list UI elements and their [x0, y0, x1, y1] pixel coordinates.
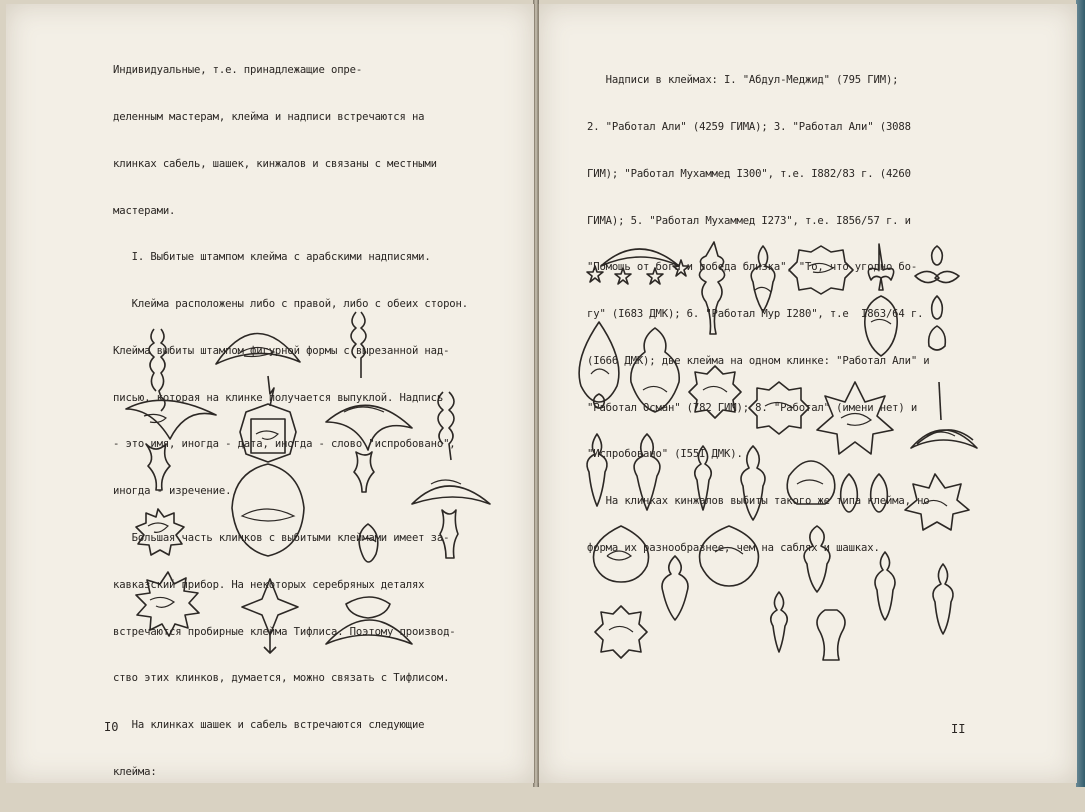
hallmark-crescent-stars: [587, 249, 689, 284]
hallmark-star-inscribed-3: [749, 382, 809, 434]
hallmark-pendant-4: [634, 434, 660, 510]
text-line: Клейма расположены либо с правой, либо с обеих сторон.: [113, 298, 468, 311]
hallmark-sword-crescent: [911, 382, 977, 448]
text-line: 2. "Работал Али" (4259 ГИМА); 3. "Работал Али" (3088: [587, 120, 911, 133]
text-line: Клейма выбиты штампом фигурной формы с вырезанной над-: [113, 344, 450, 357]
right-page: [538, 4, 1077, 783]
text-line: Большая часть клинков с выбитыми клеймами имеет за-: [113, 532, 450, 544]
page-number-right: II: [951, 722, 966, 736]
hallmark-pendant-7: [662, 556, 688, 620]
text-line: ГИМ); "Работал Мухаммед I300", т.е. I882/83 г. (4260: [587, 167, 911, 180]
hallmark-star-inscribed-6: [595, 606, 647, 658]
hallmark-ring-cluster: [915, 246, 959, 350]
hallmark-dagger-pendant: [865, 244, 897, 356]
hallmark-pendant-10: [933, 564, 953, 634]
hallmark-star-inscribed-5: [905, 474, 969, 530]
hallmark-heart-2: [700, 526, 759, 586]
text-line: форма их разнообразнее, чем на саблях и шашках.: [587, 542, 880, 554]
hallmark-pendant-5: [695, 446, 712, 510]
text-line: Индивидуальные, т.е. принадлежащие опре-: [113, 64, 363, 77]
text-line: писью, которая на клинке получается выпуклой. Надпись: [113, 391, 444, 404]
right-hallmark-illustrations: [539, 4, 1077, 783]
hallmark-pendant-1: [699, 242, 724, 334]
hallmark-star-inscribed-1: [789, 246, 853, 294]
text-line: (I666 ДМК); две клейма на одном клинке: "Работал Али" и: [587, 354, 930, 367]
hallmark-star-inscribed-4: [817, 382, 893, 454]
hallmark-crescent-vertical: [126, 329, 216, 490]
hallmark-crescent-vertical-2: [326, 312, 412, 492]
hallmark-vase-1: [817, 610, 845, 660]
hallmark-composite-star-pendant: [232, 376, 304, 653]
hallmark-heart-1: [593, 526, 648, 582]
hallmark-drop-2: [631, 328, 679, 412]
text-line: гу" (I683 ДМК); 6. "Работал Мур I280", т.е I863/64 г.: [587, 308, 924, 321]
text-line: На клинках шашек и сабель встречаются следующие: [113, 719, 425, 732]
hallmark-pendant-8: [804, 526, 830, 592]
text-line: I. Выбитые штампом клейма с арабскими надписями.: [113, 251, 431, 264]
hallmark-star-inscribed-2: [689, 366, 741, 418]
hallmark-pendant-crescent-base: [326, 524, 412, 644]
text-line: клейма:: [113, 765, 157, 778]
hallmark-dome-inscribed: [787, 461, 835, 504]
hallmark-pendant-11: [771, 592, 788, 652]
left-page: [6, 4, 535, 783]
background-edge: [1076, 0, 1085, 787]
hallmark-pendant-2: [751, 246, 775, 312]
hallmark-starburst-small: [136, 509, 184, 555]
text-line: встречаются пробирные клейма Тифлиса. Поэтому производ-: [113, 625, 456, 638]
hallmark-pendant-3: [587, 434, 607, 506]
text-line: клинках сабель, шашек, кинжалов и связаны с местными: [113, 157, 437, 170]
hallmark-tall-crescent: [412, 392, 490, 558]
hallmark-twin-pendants: [841, 474, 888, 512]
text-line: "Работал Осман" (782 ГИМ); 8. "Работал" (имени нет) и: [587, 401, 918, 414]
text-line: "Испробовано" (I55I ДМК).: [587, 448, 743, 461]
text-line: На клинках кинжалов выбиты такого же типа клейма, но: [587, 495, 930, 508]
text-line: деленным мастерам, клейма и надписи встречаются на: [113, 110, 425, 123]
text-line: ство этих клинков, думается, можно связать с Тифлисом.: [113, 672, 450, 685]
text-line: ГИМА); 5. "Работал Мухаммед I273", т.е. I856/57 г. и: [587, 214, 911, 227]
text-line: "Помощь от бога и победа близка", "То, что угодно бо-: [587, 261, 918, 274]
hallmark-pendant-9: [875, 552, 895, 620]
text-line: мастерами.: [113, 204, 176, 217]
hallmark-drop-1: [579, 322, 619, 408]
text-line: иногда - изречение.: [113, 485, 232, 498]
text-line: кавказский прибор. На некоторых серебряных деталях: [113, 578, 425, 591]
left-hallmark-illustrations: [6, 4, 534, 783]
hallmark-crescent-top: [216, 333, 300, 364]
hallmark-pendant-6: [741, 446, 765, 520]
hallmark-starburst-large: [136, 572, 199, 636]
text-line: - это имя, иногда - дата, иногда - слово "испробовано",: [113, 438, 456, 451]
page-number-left: I0: [104, 720, 119, 734]
text-line: Надписи в клеймах: I. "Абдул-Меджид" (795 ГИМ);: [587, 74, 899, 87]
